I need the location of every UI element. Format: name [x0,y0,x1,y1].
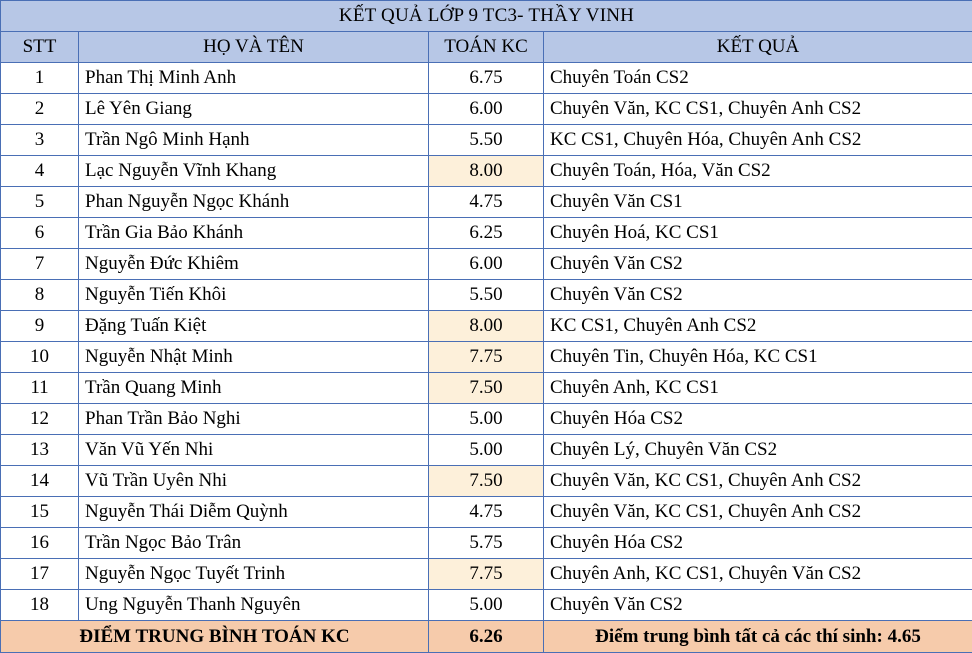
cell-stt: 2 [1,94,79,125]
cell-name: Vũ Trần Uyên Nhi [79,466,429,497]
cell-name: Nguyễn Nhật Minh [79,342,429,373]
table-row [1,528,972,559]
table-row [1,342,972,373]
cell-score: 5.50 [429,280,544,311]
footer-row [1,621,972,653]
cell-name: Trần Gia Bảo Khánh [79,218,429,249]
table-row [1,125,972,156]
table-row [1,435,972,466]
cell-stt: 11 [1,373,79,404]
table-row [1,497,972,528]
footer-note: Điểm trung bình tất cả các thí sinh: 4.65 [544,621,972,653]
cell-result: Chuyên Văn CS2 [544,590,972,621]
cell-name: Nguyễn Ngọc Tuyết Trinh [79,559,429,590]
cell-stt: 7 [1,249,79,280]
cell-result: KC CS1, Chuyên Anh CS2 [544,311,972,342]
cell-result: KC CS1, Chuyên Hóa, Chuyên Anh CS2 [544,125,972,156]
cell-score: 7.50 [429,466,544,497]
table-row [1,559,972,590]
cell-stt: 5 [1,187,79,218]
cell-score: 4.75 [429,187,544,218]
cell-stt: 4 [1,156,79,187]
cell-score: 6.00 [429,249,544,280]
cell-score: 6.00 [429,94,544,125]
table-row [1,404,972,435]
cell-stt: 6 [1,218,79,249]
cell-name: Nguyễn Tiến Khôi [79,280,429,311]
cell-score: 5.00 [429,404,544,435]
table-row [1,280,972,311]
table-row [1,94,972,125]
table-row [1,156,972,187]
cell-score: 7.50 [429,373,544,404]
cell-stt: 12 [1,404,79,435]
footer-label: ĐIỂM TRUNG BÌNH TOÁN KC [1,621,429,653]
cell-name: Lê Yên Giang [79,94,429,125]
cell-score: 7.75 [429,559,544,590]
table-row [1,590,972,621]
cell-result: Chuyên Tin, Chuyên Hóa, KC CS1 [544,342,972,373]
cell-result: Chuyên Văn, KC CS1, Chuyên Anh CS2 [544,497,972,528]
title-row [1,1,972,32]
cell-name: Phan Trần Bảo Nghi [79,404,429,435]
cell-name: Nguyễn Đức Khiêm [79,249,429,280]
cell-name: Ung Nguyễn Thanh Nguyên [79,590,429,621]
cell-score: 8.00 [429,156,544,187]
cell-score: 5.75 [429,528,544,559]
cell-stt: 18 [1,590,79,621]
cell-result: Chuyên Văn CS1 [544,187,972,218]
table-body [1,1,972,653]
cell-name: Trần Ngọc Bảo Trân [79,528,429,559]
page-title: KẾT QUẢ LỚP 9 TC3- THẦY VINH [1,1,972,32]
table-row [1,249,972,280]
cell-stt: 9 [1,311,79,342]
cell-name: Phan Nguyễn Ngọc Khánh [79,187,429,218]
cell-stt: 15 [1,497,79,528]
cell-score: 6.25 [429,218,544,249]
cell-score: 4.75 [429,497,544,528]
table-row [1,466,972,497]
cell-name: Trần Ngô Minh Hạnh [79,125,429,156]
cell-stt: 16 [1,528,79,559]
cell-score: 5.50 [429,125,544,156]
column-header-result: KẾT QUẢ [544,32,972,63]
cell-result: Chuyên Hoá, KC CS1 [544,218,972,249]
cell-result: Chuyên Văn CS2 [544,280,972,311]
cell-name: Trần Quang Minh [79,373,429,404]
cell-result: Chuyên Văn, KC CS1, Chuyên Anh CS2 [544,94,972,125]
cell-score: 5.00 [429,435,544,466]
cell-stt: 14 [1,466,79,497]
column-header-stt: STT [1,32,79,63]
table-row [1,218,972,249]
cell-result: Chuyên Anh, KC CS1, Chuyên Văn CS2 [544,559,972,590]
cell-score: 5.00 [429,590,544,621]
cell-score: 8.00 [429,311,544,342]
table-row [1,63,972,94]
cell-stt: 8 [1,280,79,311]
cell-stt: 17 [1,559,79,590]
header-row [1,32,972,63]
cell-name: Phan Thị Minh Anh [79,63,429,94]
cell-score: 6.75 [429,63,544,94]
cell-result: Chuyên Toán, Hóa, Văn CS2 [544,156,972,187]
cell-result: Chuyên Lý, Chuyên Văn CS2 [544,435,972,466]
table-row [1,311,972,342]
table-row [1,373,972,404]
cell-name: Đặng Tuấn Kiệt [79,311,429,342]
cell-name: Nguyễn Thái Diễm Quỳnh [79,497,429,528]
cell-result: Chuyên Hóa CS2 [544,404,972,435]
column-header-score: TOÁN KC [429,32,544,63]
footer-average-score: 6.26 [429,621,544,653]
cell-name: Lạc Nguyễn Vĩnh Khang [79,156,429,187]
cell-stt: 13 [1,435,79,466]
cell-result: Chuyên Văn, KC CS1, Chuyên Anh CS2 [544,466,972,497]
cell-stt: 3 [1,125,79,156]
cell-result: Chuyên Hóa CS2 [544,528,972,559]
cell-stt: 10 [1,342,79,373]
cell-result: Chuyên Anh, KC CS1 [544,373,972,404]
column-header-name: HỌ VÀ TÊN [79,32,429,63]
cell-result: Chuyên Toán CS2 [544,63,972,94]
cell-score: 7.75 [429,342,544,373]
table-row [1,187,972,218]
cell-stt: 1 [1,63,79,94]
cell-name: Văn Vũ Yến Nhi [79,435,429,466]
cell-result: Chuyên Văn CS2 [544,249,972,280]
